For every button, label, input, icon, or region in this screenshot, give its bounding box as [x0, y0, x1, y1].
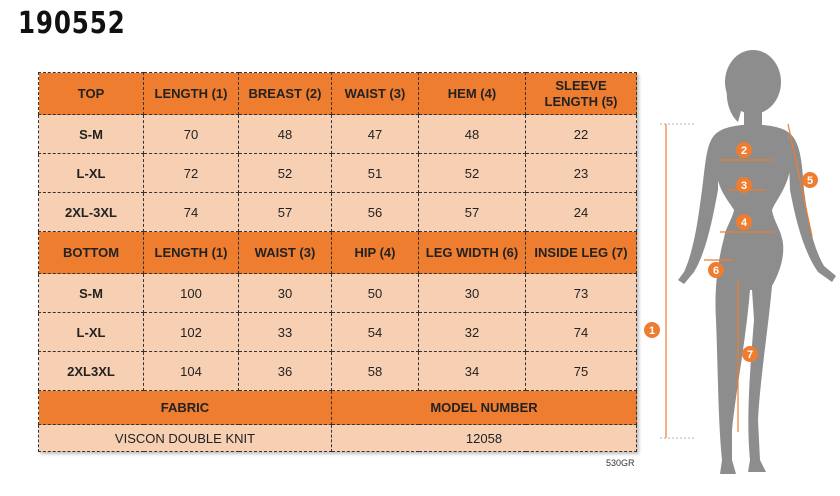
table-cell: 23	[526, 154, 637, 193]
table-row	[39, 274, 637, 313]
table-cell: 52	[419, 154, 526, 193]
bottom-header-leg-width: LEG WIDTH (6)	[419, 232, 526, 274]
svg-text:7: 7	[746, 349, 754, 361]
bottom-header-row	[39, 232, 637, 274]
table-cell: 100	[144, 274, 239, 313]
table-cell: 73	[526, 274, 637, 313]
marker-1	[644, 322, 660, 338]
size-label: S-M	[39, 115, 144, 154]
table-cell: 22	[526, 115, 637, 154]
top-header-hem: HEM (4)	[419, 73, 526, 115]
fabric-value-row	[39, 425, 637, 452]
table-cell: 24	[526, 193, 637, 232]
table-cell: 34	[419, 352, 526, 391]
table-cell: 36	[239, 352, 332, 391]
bottom-header-hip: HIP (4)	[332, 232, 419, 274]
table-cell: 51	[332, 154, 419, 193]
fabric-label: FABRIC	[39, 391, 332, 425]
svg-text:5: 5	[806, 175, 814, 187]
marker-3	[736, 177, 752, 193]
bottom-header-label: BOTTOM	[39, 232, 144, 274]
table-row	[39, 193, 637, 232]
bottom-header-length: LENGTH (1)	[144, 232, 239, 274]
table-cell: 52	[239, 154, 332, 193]
marker-2	[736, 142, 752, 158]
marker-7	[742, 346, 758, 362]
svg-text:2: 2	[740, 145, 748, 157]
sleeve-header-text: SLEEVE LENGTH (5)	[544, 77, 618, 109]
table-cell: 50	[332, 274, 419, 313]
table-cell: 32	[419, 313, 526, 352]
table-cell: 74	[144, 193, 239, 232]
marker-6	[708, 262, 724, 278]
top-header-length: LENGTH (1)	[144, 73, 239, 115]
bottom-header-inside-leg: INSIDE LEG (7)	[526, 232, 637, 274]
size-chart-table	[38, 72, 637, 452]
table-cell: 56	[332, 193, 419, 232]
svg-text:6: 6	[712, 265, 720, 277]
table-cell: 72	[144, 154, 239, 193]
size-label: 2XL3XL	[39, 352, 144, 391]
table-cell: 102	[144, 313, 239, 352]
top-header-row	[39, 73, 637, 115]
model-number-label: MODEL NUMBER	[332, 391, 637, 425]
marker-4	[736, 214, 752, 230]
top-header-label: TOP	[39, 73, 144, 115]
table-row	[39, 313, 637, 352]
top-header-waist: WAIST (3)	[332, 73, 419, 115]
silhouette	[678, 50, 836, 474]
size-label: S-M	[39, 274, 144, 313]
reference-code: 530GR	[606, 458, 635, 468]
table-cell: 70	[144, 115, 239, 154]
marker-5	[802, 172, 818, 188]
table-cell: 48	[239, 115, 332, 154]
table-cell: 48	[419, 115, 526, 154]
table-cell: 30	[419, 274, 526, 313]
top-header-sleeve	[526, 73, 637, 115]
svg-text:3: 3	[740, 180, 748, 192]
product-code: 190552	[18, 6, 126, 41]
table-cell: 54	[332, 313, 419, 352]
table-cell: 30	[239, 274, 332, 313]
table-row	[39, 154, 637, 193]
fabric-value: VISCON DOUBLE KNIT	[39, 425, 332, 452]
table-cell: 57	[239, 193, 332, 232]
size-label: 2XL-3XL	[39, 193, 144, 232]
bottom-header-waist: WAIST (3)	[239, 232, 332, 274]
svg-text:1: 1	[648, 325, 656, 337]
table-cell: 33	[239, 313, 332, 352]
table-cell: 104	[144, 352, 239, 391]
table-cell: 47	[332, 115, 419, 154]
size-label: L-XL	[39, 154, 144, 193]
model-number-value: 12058	[332, 425, 637, 452]
fabric-header-row	[39, 391, 637, 425]
svg-text:4: 4	[740, 217, 748, 229]
table-cell: 58	[332, 352, 419, 391]
table-row	[39, 352, 637, 391]
table-cell: 75	[526, 352, 637, 391]
table-cell: 57	[419, 193, 526, 232]
table-cell: 74	[526, 313, 637, 352]
size-label: L-XL	[39, 313, 144, 352]
body-silhouette-figure	[640, 40, 840, 490]
top-header-breast: BREAST (2)	[239, 73, 332, 115]
table-row	[39, 115, 637, 154]
